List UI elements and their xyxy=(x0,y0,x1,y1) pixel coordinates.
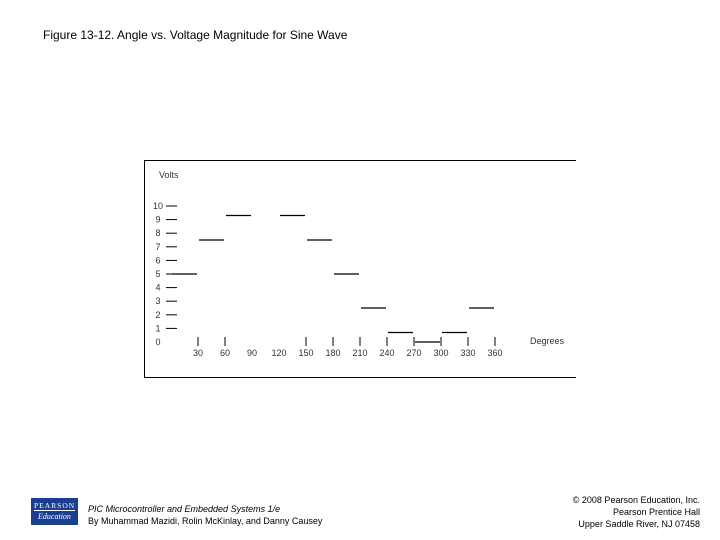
chart xyxy=(144,160,576,378)
y-tick-label: 7 xyxy=(155,241,161,252)
copyright-line-1: © 2008 Pearson Education, Inc. xyxy=(572,495,700,505)
y-tick-label: 8 xyxy=(155,228,161,239)
copyright-block xyxy=(573,494,700,530)
book-info xyxy=(88,503,322,527)
x-tick-label: 60 xyxy=(219,348,231,358)
book-title: PIC Microcontroller and Embedded Systems 1/e xyxy=(88,504,281,514)
y-tick-label: 6 xyxy=(155,255,161,266)
x-tick-label: 270 xyxy=(406,348,422,358)
y-tick-label: 9 xyxy=(155,214,161,225)
logo-bottom-text: Education xyxy=(38,512,71,521)
y-tick-label: 3 xyxy=(155,296,161,307)
logo-top-text: PEARSON xyxy=(34,498,75,511)
copyright-line-2: Pearson Prentice Hall xyxy=(612,507,700,517)
x-tick-label: 120 xyxy=(271,348,287,358)
x-tick-label: 240 xyxy=(379,348,395,358)
y-tick-label: 1 xyxy=(155,323,161,334)
x-tick-label: 330 xyxy=(460,348,476,358)
book-authors: By Muhammad Mazidi, Rolin McKinlay, and Danny Causey xyxy=(88,516,323,526)
data-segments-group xyxy=(172,216,494,342)
slide-title: Figure 13-12. Angle vs. Voltage Magnitude for Sine Wave xyxy=(43,28,348,42)
x-tick-label: 210 xyxy=(352,348,368,358)
y-axis-label: Volts xyxy=(159,170,179,180)
chart-svg xyxy=(144,160,576,378)
x-tick-label: 300 xyxy=(433,348,449,358)
x-ticks-group xyxy=(193,337,503,358)
copyright-line-3: Upper Saddle River, NJ 07458 xyxy=(578,519,700,529)
x-tick-label: 30 xyxy=(192,348,204,358)
x-axis-label: Degrees xyxy=(530,336,565,346)
y-tick-label: 4 xyxy=(155,282,161,293)
y-tick-label: 2 xyxy=(155,309,161,320)
y-tick-label: 0 xyxy=(155,337,161,347)
x-tick-label: 360 xyxy=(487,348,503,358)
x-tick-label: 180 xyxy=(325,348,341,358)
x-tick-label: 150 xyxy=(298,348,314,358)
pearson-logo xyxy=(31,498,78,525)
y-tick-label: 10 xyxy=(152,201,164,211)
y-tick-label: 5 xyxy=(155,269,161,279)
x-tick-label: 90 xyxy=(246,348,258,358)
